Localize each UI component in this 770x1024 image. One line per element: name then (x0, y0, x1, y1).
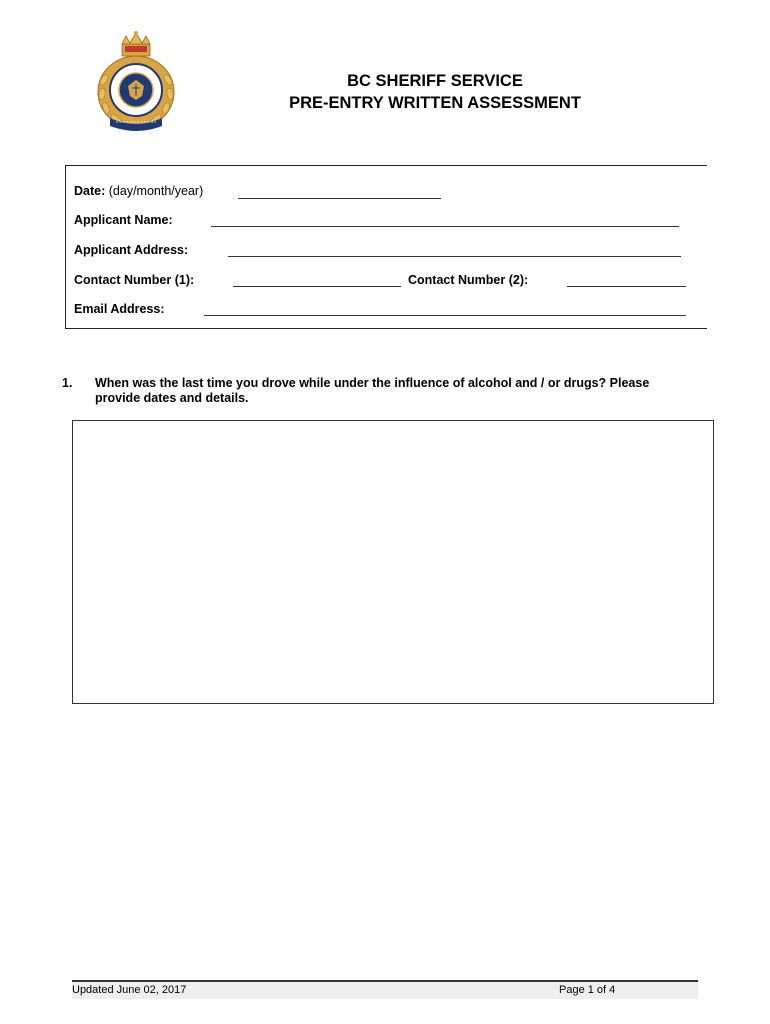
applicant-address-label: Applicant Address: (74, 243, 189, 257)
email-address-label: Email Address: (74, 302, 165, 316)
page-footer (72, 980, 698, 999)
date-field[interactable] (238, 184, 441, 199)
title-line-1: BC SHERIFF SERVICE (347, 72, 523, 90)
contact-number-1-row (74, 272, 194, 288)
contact-number-2-field[interactable] (567, 272, 686, 287)
contact-number-2-label: Contact Number (2): (408, 273, 529, 287)
page-number: Page 1 of 4 (559, 984, 616, 996)
updated-date: Updated June 02, 2017 (72, 984, 187, 996)
contact-number-2-row (408, 272, 528, 288)
contact-number-1-label: Contact Number (1): (74, 273, 195, 287)
date-row (74, 183, 203, 199)
date-hint: (day/month/year) (108, 184, 204, 198)
title-line-2: PRE-ENTRY WRITTEN ASSESSMENT (289, 94, 581, 112)
email-address-field[interactable] (204, 301, 686, 316)
question-text: When was the last time you drove while under the influence of alcohol and / or drugs? Please provide dates and details. (95, 376, 650, 405)
applicant-address-row (74, 242, 188, 258)
answer-box-question-1[interactable] (72, 420, 714, 704)
bc-sheriff-crest-icon (92, 30, 180, 134)
applicant-name-field[interactable] (211, 212, 679, 227)
question-number: 1. (62, 376, 73, 390)
document-title (200, 70, 670, 114)
email-address-row (74, 301, 165, 317)
applicant-name-row (74, 212, 173, 228)
applicant-name-label: Applicant Name: (74, 213, 173, 227)
applicant-info-box (65, 165, 707, 329)
date-label: Date: (74, 184, 106, 198)
crown-icon (122, 31, 150, 56)
applicant-address-field[interactable] (228, 242, 681, 257)
contact-number-1-field[interactable] (233, 272, 401, 287)
